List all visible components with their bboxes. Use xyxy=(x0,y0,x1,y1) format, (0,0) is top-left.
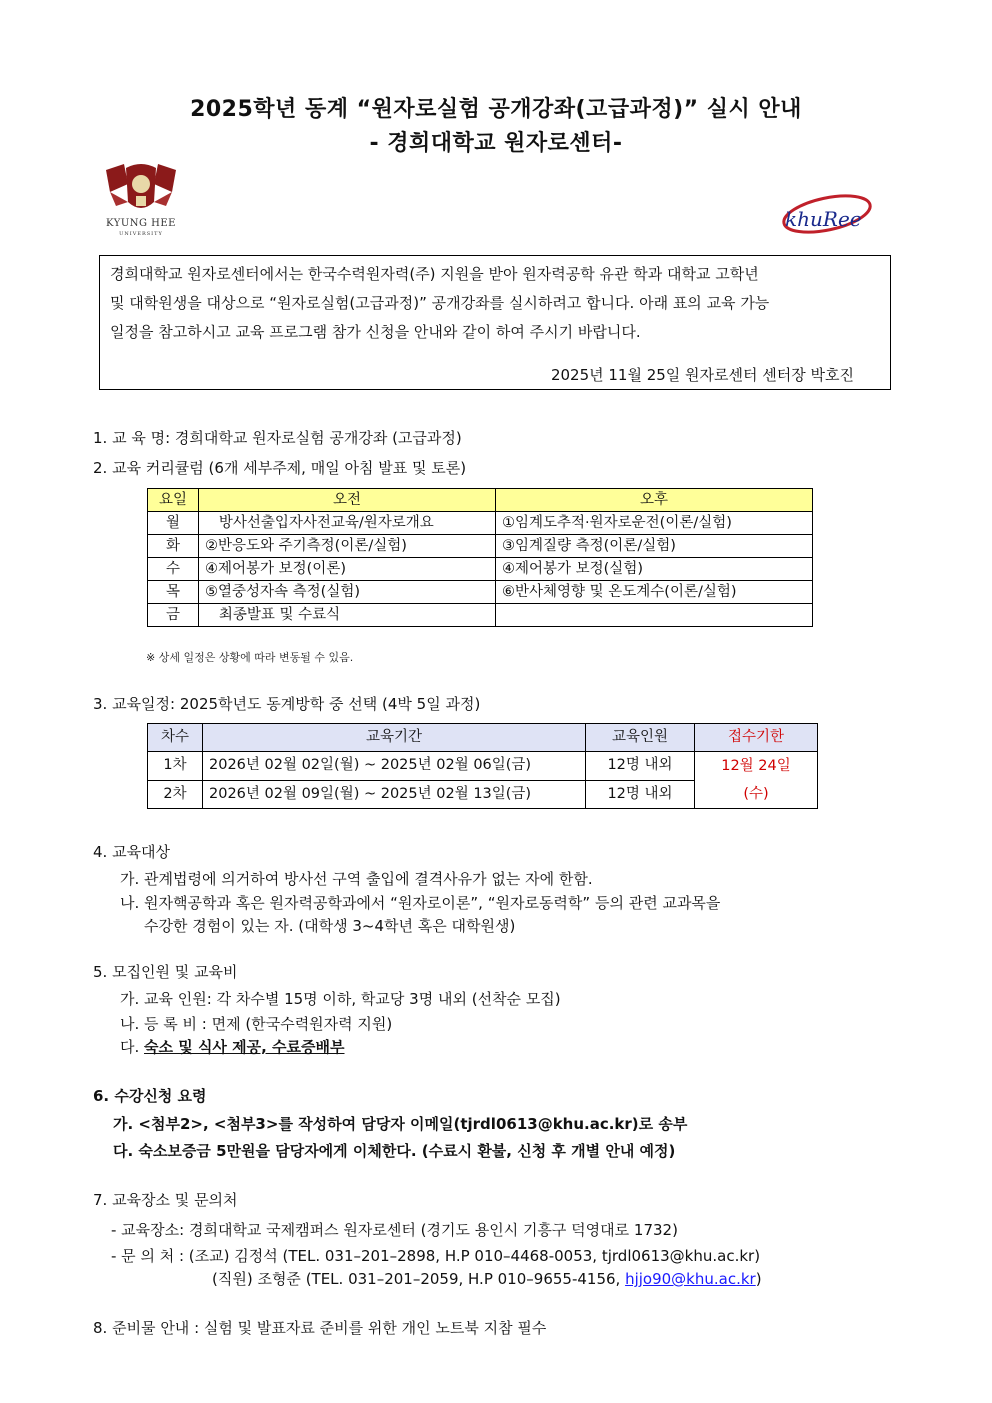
document-subtitle: - 경희대학교 원자로센터- xyxy=(369,131,623,156)
intro-line: 경희대학교 원자로센터에서는 한국수력원자력(주) 지원을 받아 원자력공학 유관 학과 대학교 고학년 xyxy=(110,265,759,283)
am-cell: ④제어봉가 보정(이론) xyxy=(199,558,496,581)
table-header-row xyxy=(148,724,818,752)
section-2: 2. 교육 커리큘럼 (6개 세부주제, 매일 아침 발표 및 토론) xyxy=(93,459,467,477)
table-row xyxy=(148,512,813,535)
am-cell: ⑤열중성자속 측정(실험) xyxy=(199,581,496,604)
benefits-text: 숙소 및 식사 제공, 수료증배부 xyxy=(144,1038,345,1056)
section-3: 3. 교육일정: 2025학년도 동계방학 중 선택 (4박 5일 과정) xyxy=(93,695,481,713)
intro-line: 및 대학원생을 대상으로 “원자로실험(고급과정)” 공개강좌를 실시하려고 합니다. 아래 표의 교육 가능 xyxy=(110,294,770,312)
header-cell: 요일 xyxy=(148,489,199,512)
section-4: 4. 교육대상 xyxy=(93,843,171,861)
period-cell: 2026년 02월 02일(월) ~ 2025년 02월 06일(금) xyxy=(203,752,586,781)
section-8: 8. 준비물 안내 : 실험 및 발표자료 준비를 위한 개인 노트북 지참 필수 xyxy=(93,1319,547,1337)
period-cell: 2026년 02월 09일(월) ~ 2025년 02월 13일(금) xyxy=(203,780,586,809)
contact-text: ) xyxy=(755,1270,762,1288)
day-cell: 금 xyxy=(148,604,199,627)
day-cell: 목 xyxy=(148,581,199,604)
table-row xyxy=(148,604,813,627)
day-cell: 수 xyxy=(148,558,199,581)
table-row xyxy=(148,558,813,581)
header-cell: 오전 xyxy=(199,489,496,512)
header-cell: 접수기한 xyxy=(695,724,818,752)
deadline-day: (수) xyxy=(743,786,769,802)
pm-cell: ①임계도추적·원자로운전(이론/실험) xyxy=(496,512,813,535)
kyunghee-university-logo xyxy=(96,162,186,244)
pm-cell xyxy=(496,604,813,627)
am-cell: 방사선출입자사전교육/원자로개요 xyxy=(199,512,496,535)
schedule-table xyxy=(147,723,818,809)
count-cell: 12명 내외 xyxy=(586,780,695,809)
section-1: 1. 교 육 명: 경희대학교 원자로실험 공개강좌 (고급과정) xyxy=(93,429,462,447)
pm-cell: ④제어봉가 보정(실험) xyxy=(496,558,813,581)
pm-cell: ⑥반사체영향 및 온도계수(이론/실험) xyxy=(496,581,813,604)
section-5-item: 나. 등 록 비 : 면제 (한국수력원자력 지원) xyxy=(120,1015,393,1033)
table-row xyxy=(148,752,818,781)
header-cell: 차수 xyxy=(148,724,203,752)
logo-subtext: UNIVERSITY xyxy=(119,231,163,237)
intro-box xyxy=(99,255,891,390)
pm-cell: ③임계질량 측정(이론/실험) xyxy=(496,535,813,558)
curriculum-note: ※ 상세 일정은 상황에 따라 변동될 수 있음. xyxy=(146,651,354,664)
count-cell: 12명 내외 xyxy=(586,752,695,781)
curriculum-table xyxy=(147,488,813,627)
section-4-item: 수강한 경험이 있는 자. (대학생 3~4학년 혹은 대학원생) xyxy=(144,917,516,935)
round-cell: 1차 xyxy=(148,752,203,781)
round-cell: 2차 xyxy=(148,780,203,809)
email-link[interactable]: hjjo90@khu.ac.kr xyxy=(625,1270,756,1288)
logo-text: KYUNG HEE xyxy=(106,218,176,229)
section-7: 7. 교육장소 및 문의처 xyxy=(93,1191,238,1209)
deadline-date: 12월 24일 xyxy=(721,758,791,774)
section-4-item: 가. 관계법령에 의거하여 방사선 구역 출입에 결격사유가 없는 자에 한함. xyxy=(120,870,593,888)
section-6: 6. 수강신청 요령 xyxy=(93,1087,207,1105)
section-5: 5. 모집인원 및 교육비 xyxy=(93,963,238,981)
deadline-cell xyxy=(695,752,818,809)
section-6-item: 가. <첨부2>, <첨부3>를 작성하여 담당자 이메일(tjrdl0613@khu.ac.kr)로 송부 xyxy=(113,1115,688,1133)
table-row xyxy=(148,581,813,604)
intro-signature: 2025년 11월 25일 원자로센터 센터장 박호진 xyxy=(550,366,854,384)
day-cell: 화 xyxy=(148,535,199,558)
section-4-item: 나. 원자핵공학과 혹은 원자력공학과에서 “원자로이론”, “원자로동력학” 등의 관련 교과목을 xyxy=(120,894,721,912)
section-7-item xyxy=(212,1268,762,1289)
section-7-item: - 교육장소: 경희대학교 국제캠퍼스 원자로센터 (경기도 용인시 기흥구 덕영대로 1732) xyxy=(111,1221,678,1239)
document-title: 2025학년 동계 “원자로실험 공개강좌(고급과정)” 실시 안내 xyxy=(190,97,802,122)
table-header-row xyxy=(148,489,813,512)
header-cell: 오후 xyxy=(496,489,813,512)
header-cell: 교육기간 xyxy=(203,724,586,752)
section-6-item: 다. 숙소보증금 5만원을 담당자에게 이체한다. (수료시 환불, 신청 후 개별 안내 예정) xyxy=(113,1142,676,1160)
header-cell: 교육인원 xyxy=(586,724,695,752)
table-row xyxy=(148,535,813,558)
am-cell: 최종발표 및 수료식 xyxy=(199,604,496,627)
intro-line: 일정을 참고하시고 교육 프로그램 참가 신청을 안내와 같이 하여 주시기 바랍니다. xyxy=(110,323,641,341)
section-5-item: 가. 교육 인원: 각 차수별 15명 이하, 학교당 3명 내외 (선착순 모집) xyxy=(120,990,561,1008)
section-7-item: - 문 의 처 : (조교) 김정석 (TEL. 031–201–2898, H.P 010–4468-0053, tjrdl0613@khu.ac.kr) xyxy=(111,1247,761,1265)
khuree-logo xyxy=(777,182,875,242)
logo-wordmark: khuRee xyxy=(785,207,862,231)
contact-text: (직원) 조형준 (TEL. 031–201–2059, H.P 010–9655-4156, xyxy=(212,1270,626,1288)
am-cell: ②반응도와 주기측정(이론/실험) xyxy=(199,535,496,558)
day-cell: 월 xyxy=(148,512,199,535)
section-5-item xyxy=(120,1036,345,1057)
item-prefix: 다. xyxy=(120,1038,145,1056)
